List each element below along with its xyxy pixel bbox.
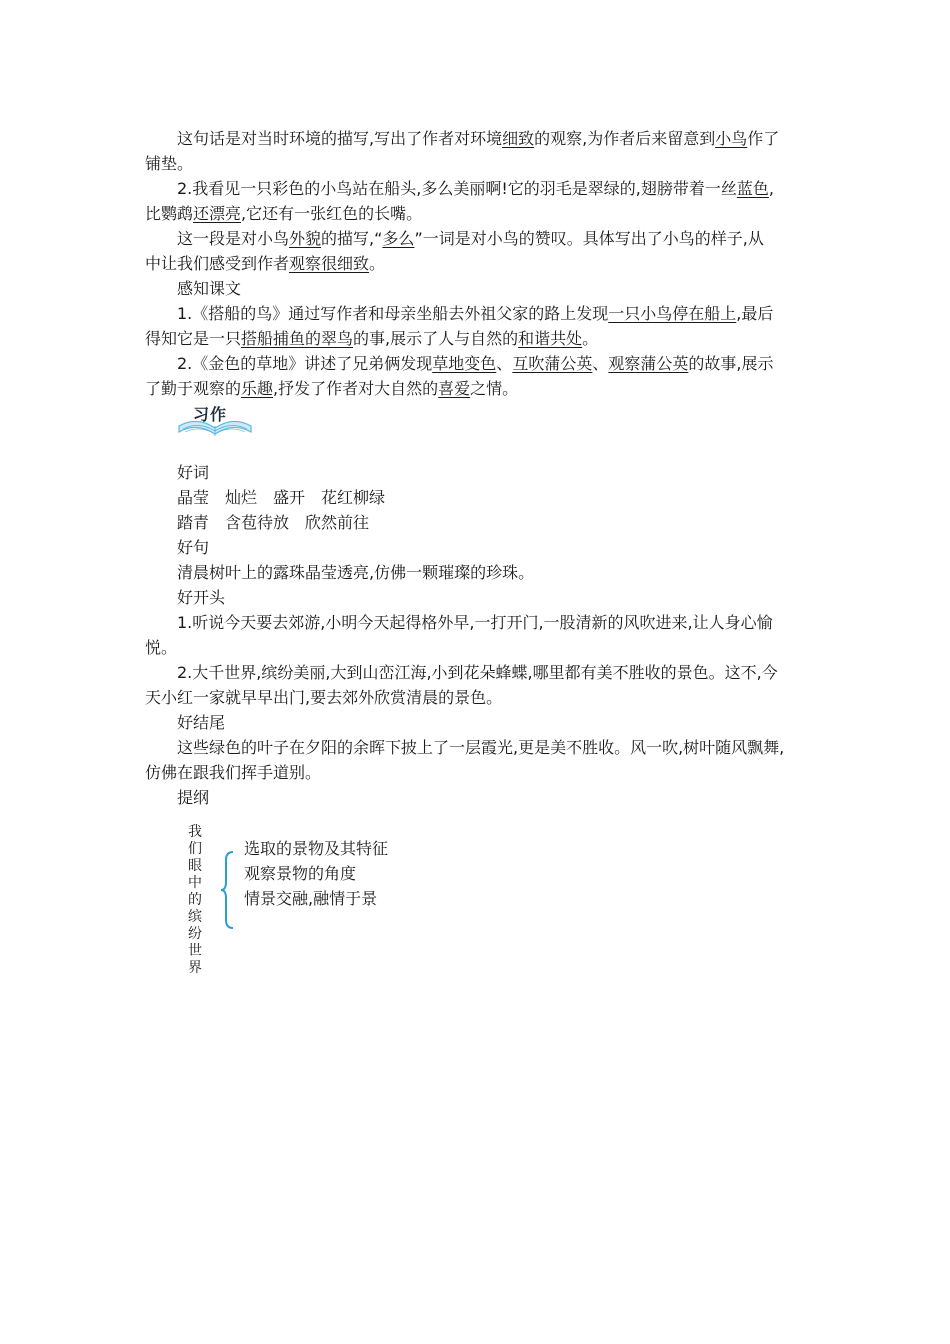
outline-item: 观察景物的角度: [244, 864, 357, 883]
good-opening-heading: 好开头: [177, 588, 226, 607]
outline-heading: 提纲: [177, 788, 210, 807]
document-body: [145, 126, 810, 994]
ending-cont: 仿佛在跟我们挥手道别。: [145, 763, 322, 782]
outline-item: 选取的景物及其特征: [244, 839, 389, 858]
curly-brace-icon: [219, 850, 237, 930]
good-ending-heading: 好结尾: [177, 713, 226, 732]
perception-item-2: 2.《金色的草地》讲述了兄弟俩发现草地变色、互吹蒲公英、观察蒲公英的故事,展示: [177, 354, 774, 373]
writing-section-badge: [175, 404, 265, 444]
outline-title-vertical: 我 们 眼 中 的 缤 纷 世 界: [188, 824, 202, 976]
good-words-row-1: 晶莹 灿烂 盛开 花红柳绿: [177, 488, 386, 507]
perception-heading: 感知课文: [177, 279, 242, 298]
ending: 这些绿色的叶子在夕阳的余晖下披上了一层霞光,更是美不胜收。风一吹,树叶随风飘舞,: [177, 738, 785, 757]
good-words-row-2: 踏青 含苞待放 欣然前往: [177, 513, 370, 532]
writing-section-title: 习作: [193, 405, 228, 424]
good-words-heading: 好词: [177, 463, 210, 482]
perception-item-1-cont: 得知它是一只搭船捕鱼的翠鸟的事,展示了人与自然的和谐共处。: [145, 329, 599, 348]
outline-item: 情景交融,融情于景: [244, 889, 378, 908]
good-sentence-heading: 好句: [177, 538, 210, 557]
opening-1-cont: 悦。: [145, 638, 178, 657]
good-sentence: 清晨树叶上的露珠晶莹透亮,仿佛一颗璀璨的珍珠。: [177, 563, 535, 582]
perception-item-2-cont: 了勤于观察的乐趣,抒发了作者对大自然的喜爱之情。: [145, 379, 519, 398]
opening-2: 2.大千世界,缤纷美丽,大到山峦江海,小到花朵蜂蝶,哪里都有美不胜收的景色。这不,今: [177, 663, 778, 682]
paragraph-environment: 这句话是对当时环境的描写,写出了作者对环境细致的观察,为作者后来留意到小鸟作了: [177, 129, 780, 148]
paragraph-appearance: 这一段是对小鸟外貌的描写,“多么”一词是对小鸟的赞叹。具体写出了小鸟的样子,从: [177, 229, 764, 248]
paragraph-bird-sentence-cont: 比鹦鹉还漂亮,它还有一张红色的长嘴。: [145, 204, 423, 223]
opening-2-cont: 天小红一家就早早出门,要去郊外欣赏清晨的景色。: [145, 688, 503, 707]
perception-item-1: 1.《搭船的鸟》通过写作者和母亲坐船去外祖父家的路上发现一只小鸟停在船上,最后: [177, 304, 774, 323]
opening-1: 1.听说今天要去郊游,小明今天起得格外早,一打开门,一股清新的风吹进来,让人身心愉: [177, 613, 773, 632]
outline-diagram: [145, 814, 810, 994]
paragraph-appearance-cont: 中让我们感受到作者观察很细致。: [145, 254, 386, 273]
paragraph-environment-cont: 铺垫。: [145, 154, 194, 173]
paragraph-bird-sentence: 2.我看见一只彩色的小鸟站在船头,多么美丽啊!它的羽毛是翠绿的,翅膀带着一丝蓝色,: [177, 179, 774, 198]
outline-items: [244, 836, 388, 911]
